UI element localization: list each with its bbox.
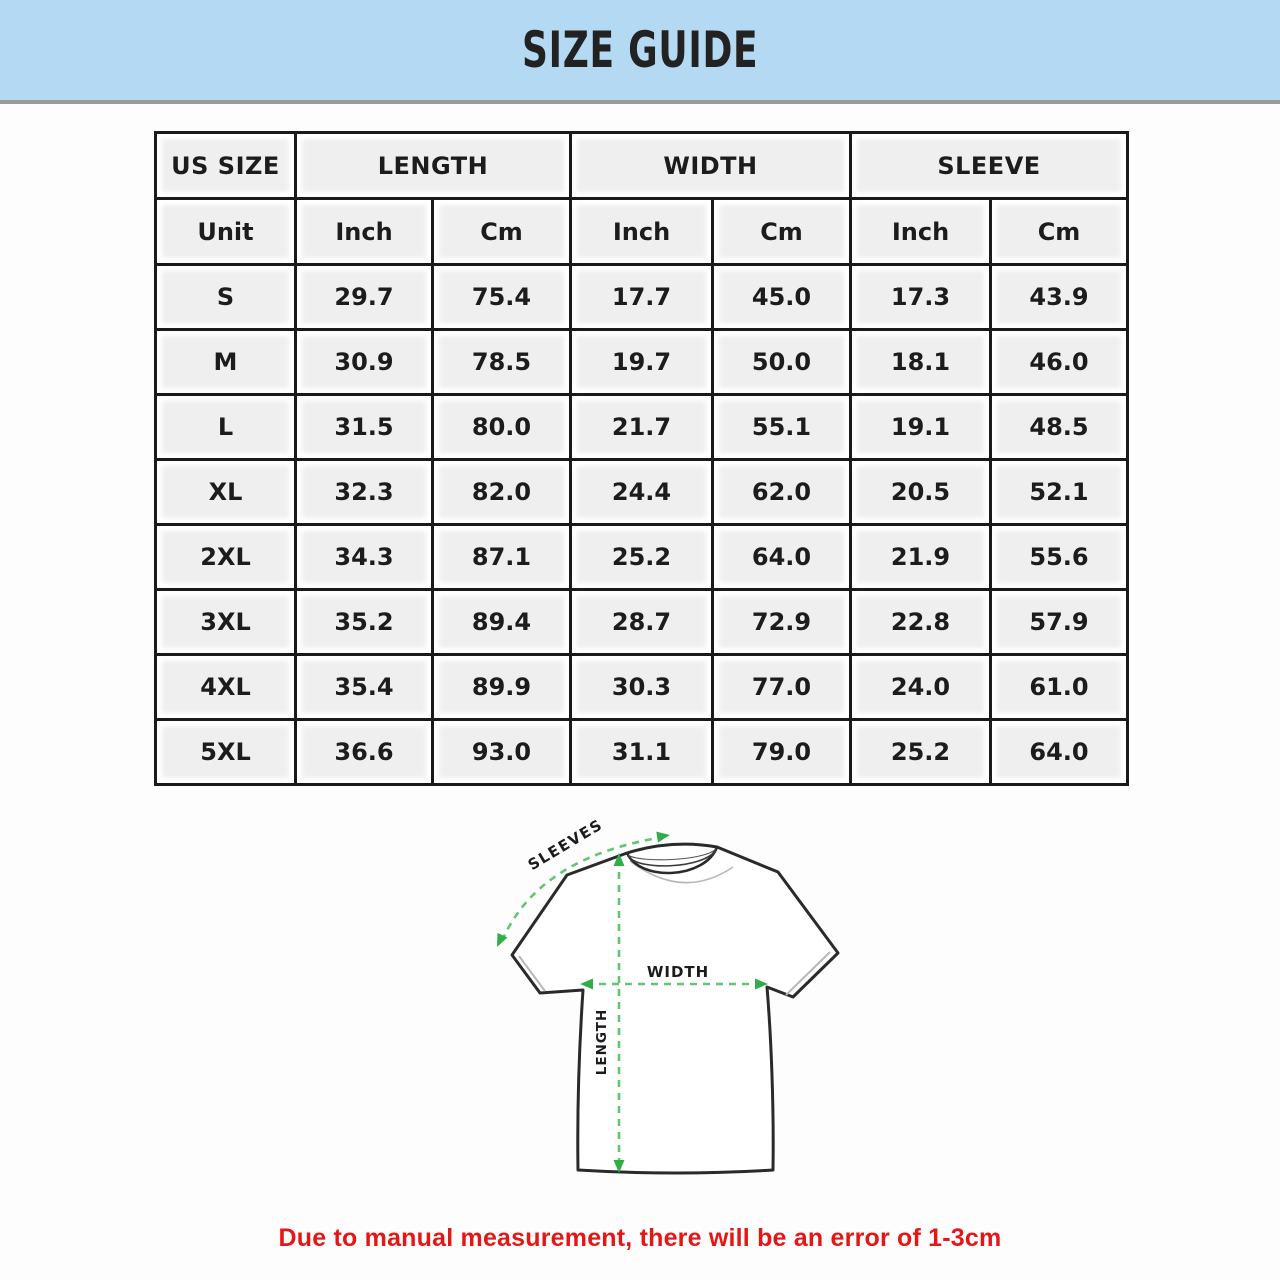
table-row — [156, 590, 1128, 655]
value-cell: 19.7 — [571, 330, 713, 395]
size-cell: 3XL — [156, 590, 296, 655]
size-guide-title: SIZE GUIDE — [521, 21, 759, 79]
value-cell: 45.0 — [713, 265, 851, 330]
value-cell: 87.1 — [433, 525, 571, 590]
value-cell: 89.4 — [433, 590, 571, 655]
value-cell: 18.1 — [851, 330, 991, 395]
tshirt-diagram — [440, 805, 910, 1220]
value-cell: 35.4 — [296, 655, 433, 720]
value-cell: 78.5 — [433, 330, 571, 395]
value-cell: 64.0 — [991, 720, 1128, 785]
value-cell: 19.1 — [851, 395, 991, 460]
value-cell: 72.9 — [713, 590, 851, 655]
unit-header-cell: Unit — [156, 199, 296, 265]
value-cell: 31.5 — [296, 395, 433, 460]
size-table — [154, 131, 1129, 786]
value-cell: 29.7 — [296, 265, 433, 330]
value-cell: 32.3 — [296, 460, 433, 525]
group-header-cell: US SIZE — [156, 133, 296, 199]
value-cell: 25.2 — [571, 525, 713, 590]
table-row — [156, 460, 1128, 525]
value-cell: 55.6 — [991, 525, 1128, 590]
size-cell: L — [156, 395, 296, 460]
value-cell: 89.9 — [433, 655, 571, 720]
value-cell: 43.9 — [991, 265, 1128, 330]
length-label: LENGTH — [594, 1008, 610, 1076]
unit-header-cell: Inch — [851, 199, 991, 265]
group-header-cell: LENGTH — [296, 133, 571, 199]
value-cell: 64.0 — [713, 525, 851, 590]
value-cell: 93.0 — [433, 720, 571, 785]
unit-header-cell: Cm — [713, 199, 851, 265]
table-row — [156, 265, 1128, 330]
table-row — [156, 330, 1128, 395]
title-banner — [0, 0, 1280, 104]
value-cell: 24.4 — [571, 460, 713, 525]
size-cell: XL — [156, 460, 296, 525]
value-cell: 30.3 — [571, 655, 713, 720]
value-cell: 75.4 — [433, 265, 571, 330]
unit-header-cell: Cm — [433, 199, 571, 265]
value-cell: 20.5 — [851, 460, 991, 525]
group-header-cell: SLEEVE — [851, 133, 1128, 199]
value-cell: 22.8 — [851, 590, 991, 655]
size-cell: M — [156, 330, 296, 395]
unit-header-cell: Cm — [991, 199, 1128, 265]
value-cell: 55.1 — [713, 395, 851, 460]
value-cell: 35.2 — [296, 590, 433, 655]
value-cell: 79.0 — [713, 720, 851, 785]
value-cell: 17.3 — [851, 265, 991, 330]
value-cell: 28.7 — [571, 590, 713, 655]
table-row — [156, 395, 1128, 460]
size-cell: 5XL — [156, 720, 296, 785]
unit-header-cell: Inch — [296, 199, 433, 265]
value-cell: 57.9 — [991, 590, 1128, 655]
group-header-cell: WIDTH — [571, 133, 851, 199]
unit-header-row — [156, 199, 1128, 265]
table-row — [156, 525, 1128, 590]
unit-header-cell: Inch — [571, 199, 713, 265]
value-cell: 48.5 — [991, 395, 1128, 460]
group-header-row — [156, 133, 1128, 199]
value-cell: 77.0 — [713, 655, 851, 720]
value-cell: 82.0 — [433, 460, 571, 525]
value-cell: 36.6 — [296, 720, 433, 785]
value-cell: 21.9 — [851, 525, 991, 590]
value-cell: 31.1 — [571, 720, 713, 785]
shirt-outline — [512, 844, 838, 1173]
value-cell: 34.3 — [296, 525, 433, 590]
value-cell: 24.0 — [851, 655, 991, 720]
value-cell: 52.1 — [991, 460, 1128, 525]
sleeves-label: SLEEVES — [524, 815, 607, 875]
value-cell: 17.7 — [571, 265, 713, 330]
value-cell: 46.0 — [991, 330, 1128, 395]
table-row — [156, 655, 1128, 720]
value-cell: 30.9 — [296, 330, 433, 395]
size-cell: 4XL — [156, 655, 296, 720]
value-cell: 62.0 — [713, 460, 851, 525]
table-row — [156, 720, 1128, 785]
value-cell: 61.0 — [991, 655, 1128, 720]
width-label: WIDTH — [646, 963, 710, 981]
value-cell: 50.0 — [713, 330, 851, 395]
size-cell: 2XL — [156, 525, 296, 590]
measurement-note: Due to manual measurement, there will be an error of 1-3cm — [278, 1223, 1002, 1252]
value-cell: 80.0 — [433, 395, 571, 460]
value-cell: 21.7 — [571, 395, 713, 460]
size-cell: S — [156, 265, 296, 330]
value-cell: 25.2 — [851, 720, 991, 785]
